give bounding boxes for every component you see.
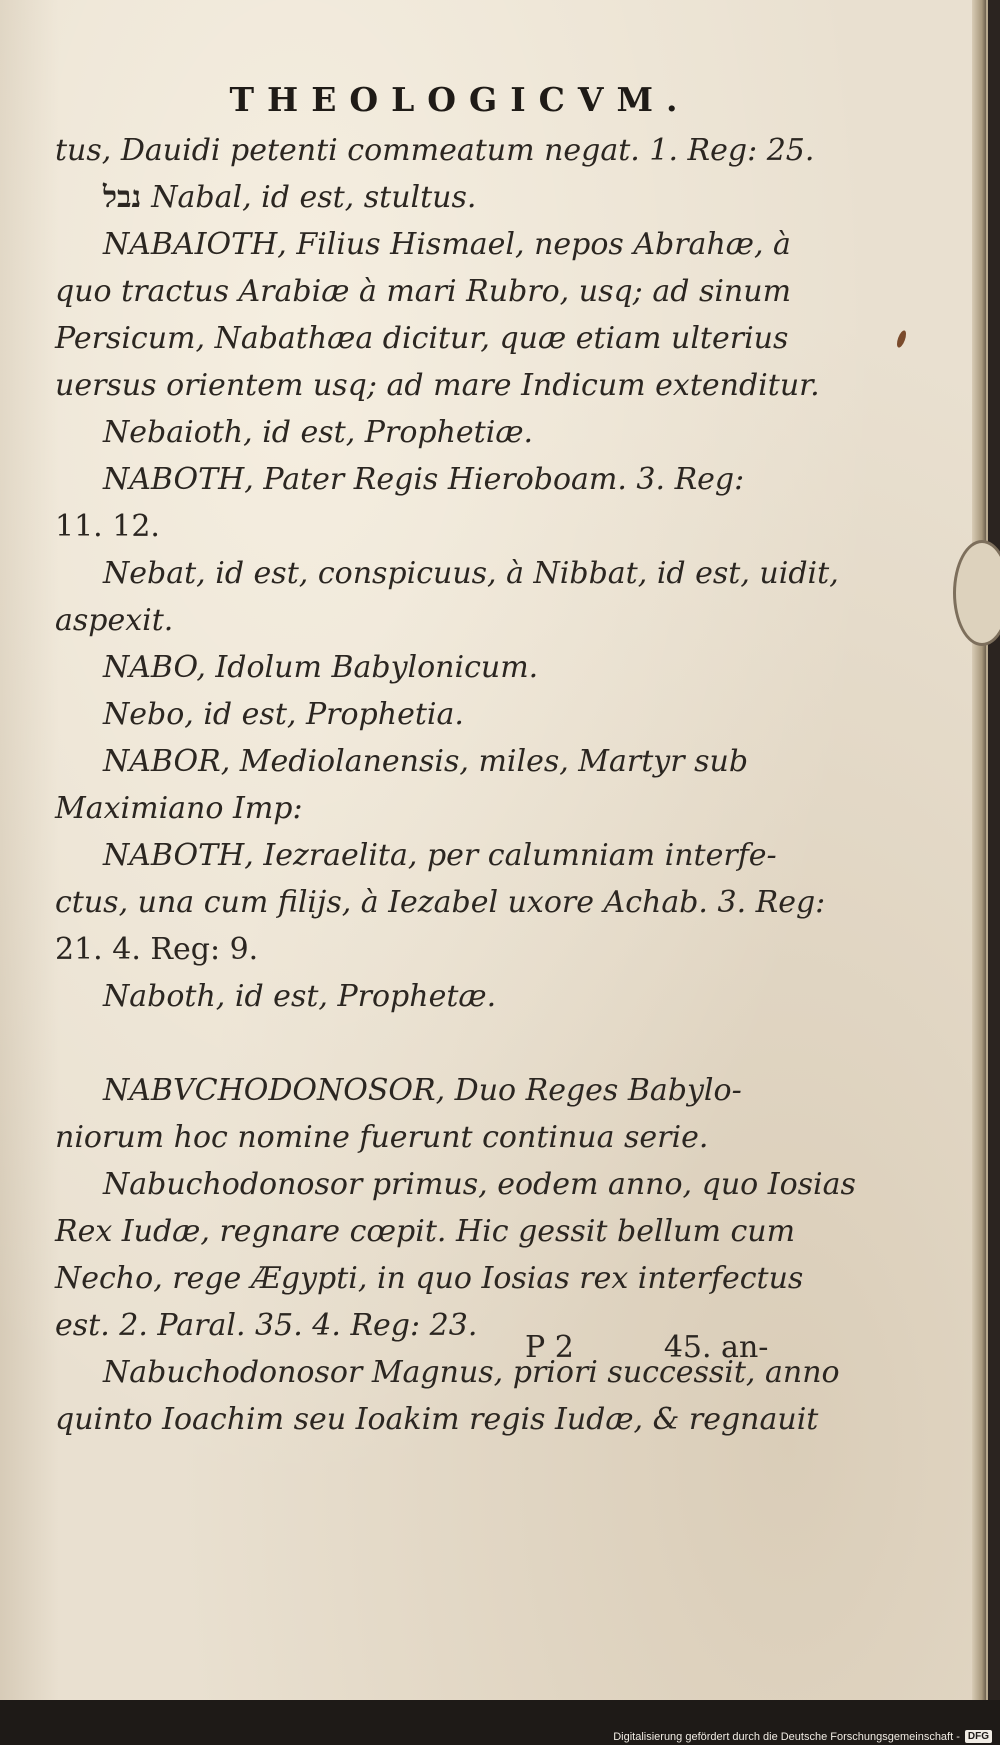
bottom-strip — [0, 1700, 1000, 1745]
text-line-21: niorum hoc nomine fuerunt continua serie. — [55, 1120, 709, 1155]
ink-stain — [895, 329, 908, 348]
dfg-logo: DFG — [965, 1730, 992, 1743]
clasp-ring — [953, 540, 1000, 646]
text-line-7: Nebaioth, id est, Prophetiæ. — [103, 415, 534, 450]
text-line-11: aspexit. — [55, 603, 174, 638]
text-line-16: NABOTH, Iezraelita, per calumniam interfe- — [103, 838, 777, 873]
text-block — [55, 70, 856, 1443]
signature-mark: P 2 — [525, 1330, 574, 1365]
hebrew-word: נבל — [103, 180, 142, 215]
text-line-6: uersus orientem usq; ad mare Indicum extenditur. — [55, 368, 820, 403]
text-line-17: ctus, una cum filijs, à Iezabel uxore Achab. 3. Reg: — [55, 885, 826, 920]
text-line-19: Naboth, id est, Prophetæ. — [103, 979, 497, 1014]
paragraph-gap — [55, 1020, 825, 1067]
text-line-24: Necho, rege Ægypti, in quo Iosias rex interfectus — [55, 1261, 804, 1296]
text-line-2-latin: Nabal, id est, stultus. — [151, 180, 477, 215]
text-line-1: tus, Dauidi petenti commeatum negat. 1. Reg: 25. — [55, 133, 815, 168]
text-line-10: Nebat, id est, conspicuus, à Nibbat, id est, uidit, — [103, 556, 839, 591]
text-line-13: Nebo, id est, Prophetia. — [103, 697, 464, 732]
text-line-3: NABAIOTH, Filius Hismael, nepos Abrahæ, à — [103, 227, 791, 262]
text-line-4: quo tractus Arabiæ à mari Rubro, usq; ad sinum — [55, 274, 792, 309]
text-line-20: NABVCHODONOSOR, Duo Reges Babylo- — [103, 1073, 742, 1108]
text-line-27: quinto Ioachim seu Ioakim regis Iudæ, & regnauit — [55, 1402, 819, 1437]
page-edge — [972, 0, 986, 1700]
text-line-26: Nabuchodonosor Magnus, priori successit, anno — [103, 1355, 840, 1390]
text-line-8: NABOTH, Pater Regis Hieroboam. 3. Reg: — [103, 462, 745, 497]
text-line-25: est. 2. Paral. 35. 4. Reg: 23. — [55, 1308, 478, 1343]
text-line-15: Maximiano Imp: — [55, 791, 303, 826]
text-line-2 — [55, 174, 825, 221]
text-line-23: Rex Iudæ, regnare cœpit. Hic gessit bellum cum — [55, 1214, 796, 1249]
catchword: 45. an- — [663, 1330, 769, 1365]
text-line-12: NABO, Idolum Babylonicum. — [103, 650, 539, 685]
page-footer — [525, 1330, 768, 1365]
text-line-14: NABOR, Mediolanensis, miles, Martyr sub — [103, 744, 749, 779]
digitization-note — [613, 1730, 992, 1743]
digitization-text: Digitalisierung gefördert durch die Deutsche Forschungsgemeinschaft - — [613, 1730, 960, 1743]
text-line-18: 21. 4. Reg: 9. — [55, 932, 259, 967]
text-line-9: 11. 12. — [55, 509, 160, 544]
running-head: THEOLOGICVM. — [229, 80, 691, 119]
text-line-22: Nabuchodonosor primus, eodem anno, quo Iosias — [103, 1167, 856, 1202]
text-line-5: Persicum, Nabathæa dicitur, quæ etiam ulterius — [55, 321, 789, 356]
